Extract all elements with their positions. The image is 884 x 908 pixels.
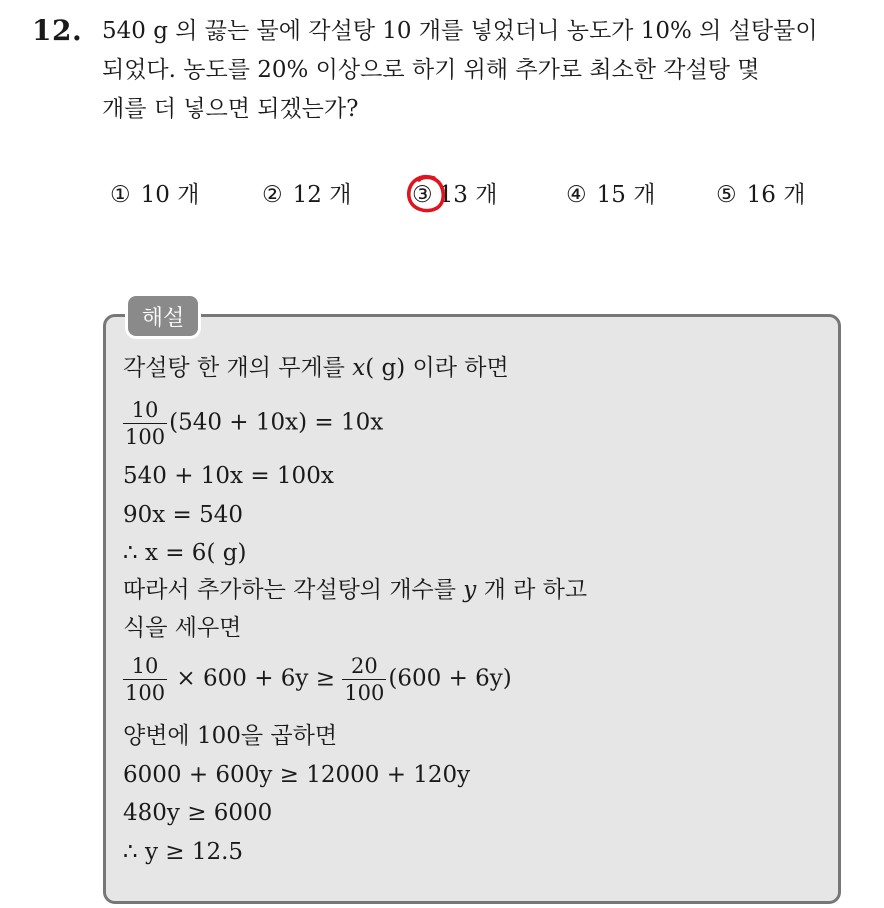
solution-line-8-rest: (600 + 6y): [388, 665, 512, 692]
solution-line-8: [123, 654, 512, 705]
choice-2[interactable]: [262, 178, 351, 212]
solution-line-11: 480y ≥ 6000: [123, 800, 273, 826]
solution-line-2: [123, 398, 383, 449]
solution-line-6: [123, 574, 587, 606]
solution-line-9: 양변에 100을 곱하면: [123, 723, 338, 749]
choice-2-number: ②: [262, 182, 283, 208]
fraction-denominator: 100: [344, 681, 385, 705]
question-text-line-3: 개를 더 넣으면 되겠는가?: [102, 96, 359, 122]
choice-1[interactable]: [110, 178, 199, 212]
choice-4-label: 15 개: [596, 182, 656, 208]
solution-line-8-mid: × 600 + 6y ≥: [169, 665, 343, 692]
solution-line-1-pre: 각설탕 한 개의 무게를: [123, 355, 353, 381]
choice-3[interactable]: [412, 178, 497, 212]
solution-line-5: ∴ x = 6( g): [123, 540, 247, 566]
fraction-10-over-100: [123, 398, 167, 449]
solution-line-1: [123, 352, 509, 384]
question-text-line-2: 되었다. 농도를 20% 이상으로 하기 위해 추가로 최소한 각설탕 몇: [102, 57, 760, 83]
fraction-numerator: 10: [131, 654, 159, 678]
solution-line-1-post: ( g) 이라 하면: [365, 355, 509, 381]
choice-1-label: 10 개: [140, 182, 200, 208]
fraction-denominator: 100: [125, 681, 166, 705]
variable-y: y: [463, 577, 477, 603]
fraction-numerator: 10: [131, 398, 159, 422]
choice-3-number: ③: [412, 182, 433, 208]
solution-line-4: 90x = 540: [123, 502, 244, 528]
choice-2-label: 12 개: [292, 182, 352, 208]
variable-x: x: [352, 355, 366, 381]
fraction-20-over-100: [342, 654, 386, 705]
solution-line-10: 6000 + 600y ≥ 12000 + 120y: [123, 762, 471, 788]
solution-line-3: 540 + 10x = 100x: [123, 463, 334, 489]
question-number: 12.: [32, 14, 83, 47]
choice-1-number: ①: [110, 182, 131, 208]
solution-line-12: ∴ y ≥ 12.5: [123, 839, 244, 865]
fraction-numerator: 20: [350, 654, 378, 678]
question-text-line-1: 540 g 의 끓는 물에 각설탕 10 개를 넣었더니 농도가 10% 의 설탕물이: [102, 18, 818, 44]
choice-5-number: ⑤: [716, 182, 737, 208]
fraction-10-over-100: [123, 654, 167, 705]
choice-5[interactable]: [716, 178, 805, 212]
solution-line-6-pre: 따라서 추가하는 각설탕의 개수를: [123, 577, 464, 603]
solution-line-6-post: 개 라 하고: [476, 577, 588, 603]
choice-5-label: 16 개: [746, 182, 806, 208]
choice-3-label: 13 개: [438, 182, 498, 208]
choice-4[interactable]: [566, 178, 655, 212]
solution-line-2-rest: (540 + 10x) = 10x: [169, 409, 384, 436]
fraction-denominator: 100: [125, 425, 166, 449]
explanation-title: 해설: [128, 296, 198, 336]
choice-4-number: ④: [566, 182, 587, 208]
solution-line-7: 식을 세우면: [123, 615, 242, 641]
